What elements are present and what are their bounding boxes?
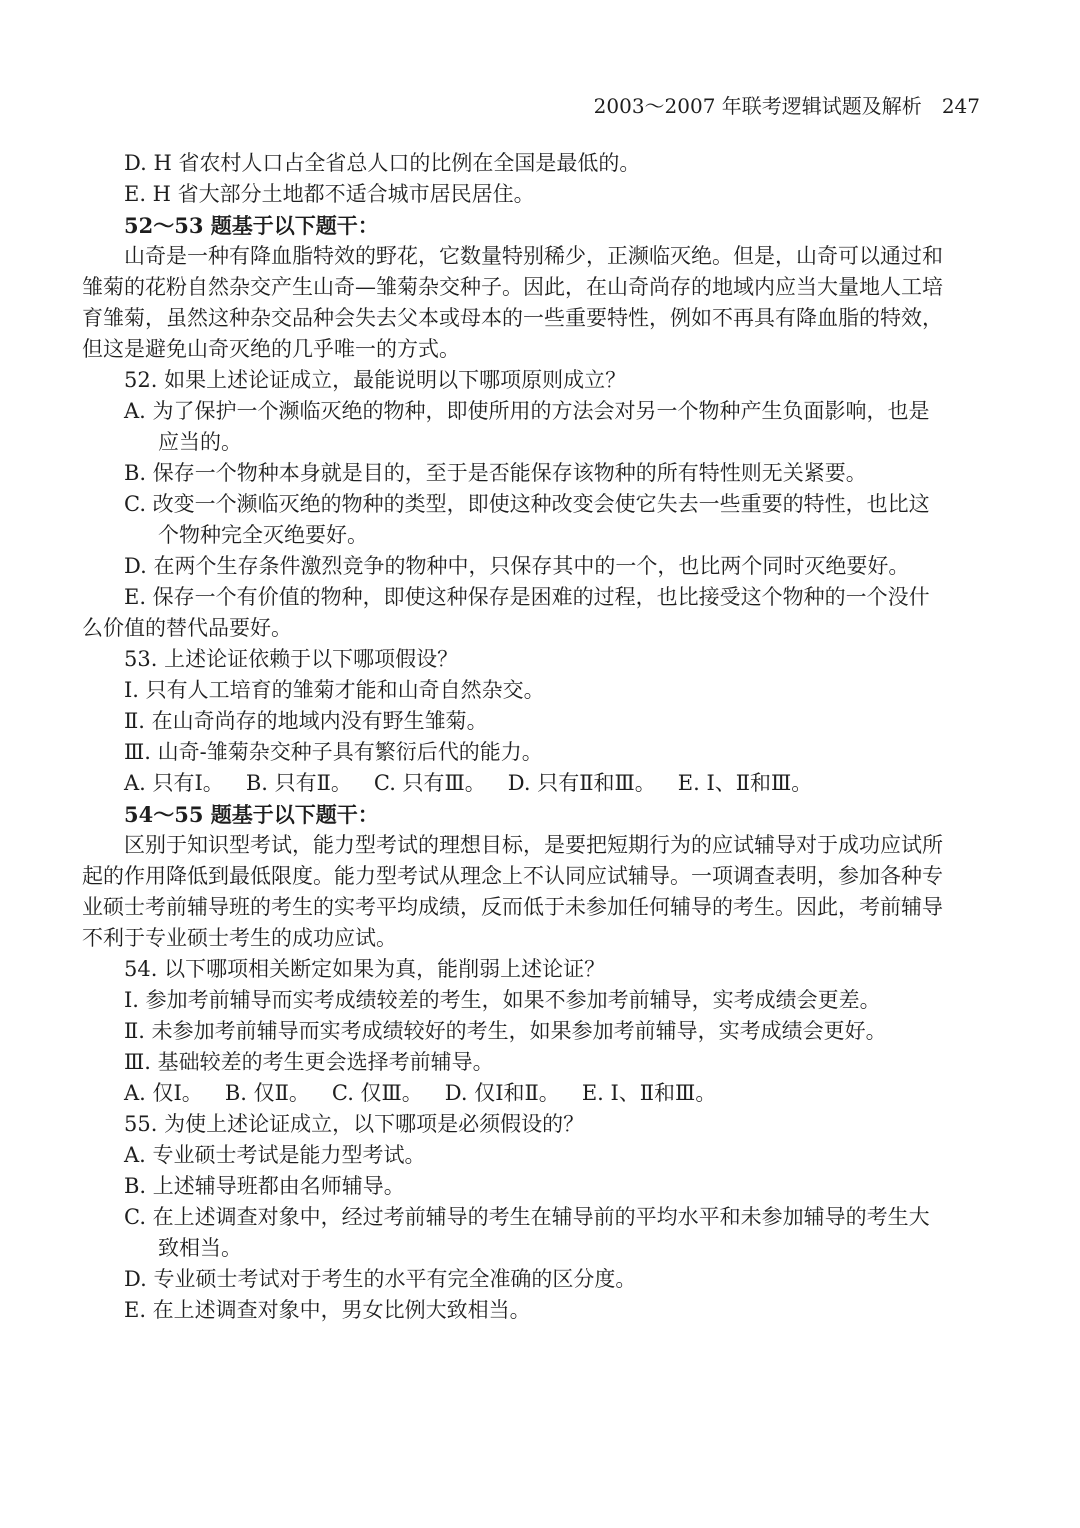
option-line: E. 在上述调查对象中，男女比例大致相当。 (124, 1298, 531, 1322)
option-b: B. 仅Ⅱ。 (224, 1081, 310, 1105)
passage-line: 育雏菊，虽然这种杂交品种会失去父本或母本的一些重要特性，例如不再具有降血脂的特效， (82, 306, 943, 330)
option-line: C. 改变一个濒临灭绝的物种的类型，即使这种改变会使它失去一些重要的特性，也比这 (124, 492, 930, 516)
option-line: E. H 省大部分土地都不适合城市居民居住。 (124, 182, 535, 206)
q53-options (82, 768, 990, 799)
option-line: B. 上述辅导班都由名师辅导。 (124, 1174, 405, 1198)
passage-line: 山奇是一种有降血脂特效的野花，它数量特别稀少，正濒临灭绝。但是，山奇可以通过和 (124, 244, 943, 268)
question-stem: 54. 以下哪项相关断定如果为真，能削弱上述论证？ (124, 957, 606, 981)
option-d: D. 仅Ⅰ和Ⅱ。 (444, 1081, 560, 1105)
option-line: D. 专业硕士考试对于考生的水平有完全准确的区分度。 (124, 1267, 637, 1291)
option-line: C. 在上述调查对象中，经过考前辅导的考生在辅导前的平均水平和未参加辅导的考生大 (124, 1205, 930, 1229)
option-continuation: 致相当。 (158, 1236, 242, 1260)
passage-line: 但这是避免山奇灭绝的几乎唯一的方式。 (82, 337, 460, 361)
option-line: D. H 省农村人口占全省总人口的比例在全国是最低的。 (124, 151, 641, 175)
option-b: B. 只有Ⅱ。 (245, 771, 352, 795)
option-a: A. 只有Ⅰ。 (124, 771, 224, 795)
statement-line: Ⅲ. 山奇-雏菊杂交种子具有繁衍后代的能力。 (124, 740, 543, 764)
passage-line: 区别于知识型考试，能力型考试的理想目标，是要把短期行为的应试辅导对于成功应试所 (124, 833, 943, 857)
option-continuation: 应当的。 (158, 430, 242, 454)
option-e: E. Ⅰ、Ⅱ和Ⅲ。 (581, 1081, 717, 1105)
running-header (580, 92, 980, 120)
question-stem: 52. 如果上述论证成立，最能说明以下哪项原则成立？ (124, 368, 627, 392)
page-number: 247 (941, 94, 980, 118)
statement-line: Ⅰ. 参加考前辅导而实考成绩较差的考生，如果不参加考前辅导，实考成绩会更差。 (124, 988, 881, 1012)
option-line: D. 在两个生存条件激烈竞争的物种中，只保存其中的一个，也比两个同时灭绝要好。 (124, 554, 910, 578)
option-continuation: 个物种完全灭绝要好。 (158, 523, 368, 547)
option-line: A. 专业硕士考试是能力型考试。 (124, 1143, 426, 1167)
statement-line: Ⅲ. 基础较差的考生更会选择考前辅导。 (124, 1050, 494, 1074)
question-stem: 55. 为使上述论证成立，以下哪项是必须假设的？ (124, 1112, 585, 1136)
option-c: C. 仅Ⅲ。 (331, 1081, 423, 1105)
option-line: E. 保存一个有价值的物种，即使这种保存是困难的过程，也比接受这个物种的一个没什 (124, 585, 930, 609)
header-title: 2003～2007 年联考逻辑试题及解析 (593, 94, 922, 118)
page-body (82, 148, 990, 1326)
option-continuation: 么价值的替代品要好。 (82, 616, 292, 640)
section-heading: 52～53 题基于以下题干： (124, 213, 379, 238)
passage-line: 起的作用降低到最低限度。能力型考试从理念上不认同应试辅导。一项调查表明，参加各种专 (82, 864, 943, 888)
option-a: A. 仅Ⅰ。 (124, 1081, 203, 1105)
option-c: C. 只有Ⅲ。 (373, 771, 486, 795)
passage-line: 不利于专业硕士考生的成功应试。 (82, 926, 397, 950)
passage-line: 业硕士考前辅导班的考生的实考平均成绩，反而低于未参加任何辅导的考生。因此，考前辅导 (82, 895, 943, 919)
q54-options (82, 1078, 990, 1109)
statement-line: Ⅰ. 只有人工培育的雏菊才能和山奇自然杂交。 (124, 678, 545, 702)
question-stem: 53. 上述论证依赖于以下哪项假设？ (124, 647, 459, 671)
passage-line: 雏菊的花粉自然杂交产生山奇—雏菊杂交种子。因此，在山奇尚存的地域内应当大量地人工培 (82, 275, 943, 299)
statement-line: Ⅱ. 未参加考前辅导而实考成绩较好的考生，如果参加考前辅导，实考成绩会更好。 (124, 1019, 887, 1043)
statement-line: Ⅱ. 在山奇尚存的地域内没有野生雏菊。 (124, 709, 488, 733)
option-line: B. 保存一个物种本身就是目的，至于是否能保存该物种的所有特性则无关紧要。 (124, 461, 867, 485)
option-e: E. Ⅰ、Ⅱ和Ⅲ。 (677, 771, 813, 795)
option-line: A. 为了保护一个濒临灭绝的物种，即使所用的方法会对另一个物种产生负面影响，也是 (124, 399, 930, 423)
option-d: D. 只有Ⅱ和Ⅲ。 (507, 771, 656, 795)
section-heading: 54～55 题基于以下题干： (124, 802, 379, 827)
